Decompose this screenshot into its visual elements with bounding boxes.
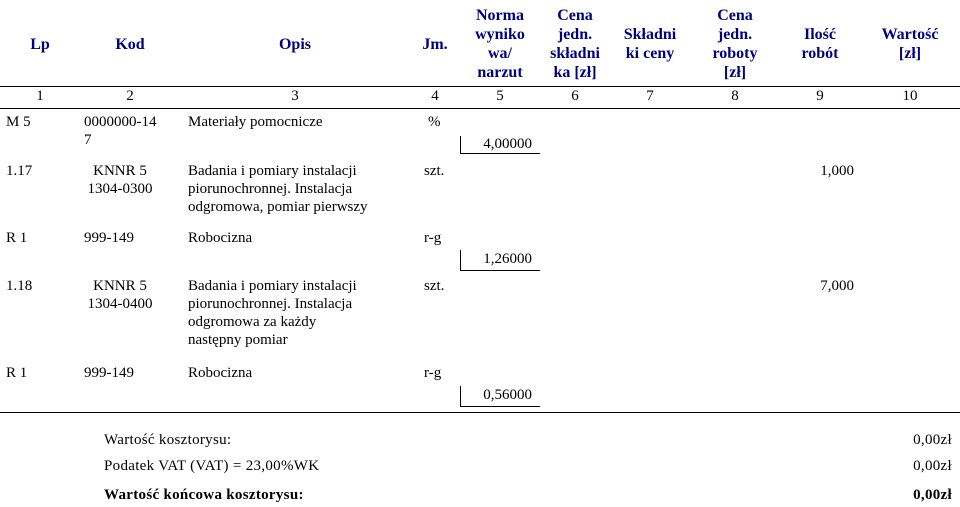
- row-jm: r-g: [424, 230, 442, 246]
- column-number: 3: [291, 88, 299, 104]
- row-jm: szt.: [424, 278, 445, 294]
- row-lp: M 5: [6, 114, 31, 130]
- column-number: 1: [36, 88, 44, 104]
- row-opis: Robocizna: [188, 230, 253, 246]
- summary-koncowa-value: 0,00zł: [913, 487, 952, 503]
- summary-koncowa-label: Wartość końcowa kosztorysu:: [104, 487, 304, 503]
- summary-vat-label: Podatek VAT (VAT) = 23,00%WK: [104, 458, 320, 474]
- numbers-divider: [0, 108, 960, 109]
- row-opis: Materiały pomocnicze: [188, 114, 323, 130]
- row-divider: [460, 406, 540, 407]
- row-divider: [460, 153, 540, 154]
- header-cena-skladnika: Cena jedn. składni ka [zł]: [550, 7, 600, 81]
- header-opis: Opis: [278, 35, 311, 53]
- row-norma: 0,56000: [483, 387, 532, 403]
- row-ilosc: 7,000: [820, 278, 854, 294]
- row-divider: [460, 386, 461, 406]
- header-jm: Jm.: [422, 35, 448, 53]
- row-kod: 0000000-14 7: [84, 114, 157, 148]
- row-divider: [460, 136, 461, 154]
- header-cena-roboty: Cena jedn. roboty [zł]: [712, 7, 758, 81]
- row-lp: R 1: [6, 365, 28, 381]
- row-norma: 1,26000: [483, 251, 532, 267]
- column-number: 9: [816, 88, 824, 104]
- row-kod: KNNR 5 1304-0400: [87, 278, 153, 312]
- table-bottom-border: [0, 412, 960, 413]
- column-number: 7: [646, 88, 654, 104]
- row-jm: r-g: [424, 365, 442, 381]
- header-wartosc: Wartość [zł]: [881, 26, 939, 62]
- row-kod: 999-149: [84, 230, 134, 246]
- row-opis: Badania i pomiary instalacji piorunochronnej. Instalacja odgromowa za każdy następny pomiar: [188, 278, 357, 348]
- row-lp: 1.18: [6, 278, 33, 294]
- header-ilosc: Ilość robót: [801, 26, 839, 62]
- row-ilosc: 1,000: [820, 163, 854, 179]
- row-opis: Robocizna: [188, 365, 253, 381]
- header-divider: [0, 86, 960, 87]
- row-lp: 1.17: [6, 163, 33, 179]
- row-divider: [460, 270, 540, 271]
- row-jm: %: [428, 114, 441, 130]
- row-lp: R 1: [6, 230, 28, 246]
- summary-wartosc-label: Wartość kosztorysu:: [104, 432, 232, 448]
- summary-wartosc-value: 0,00zł: [913, 432, 952, 448]
- column-number: 5: [496, 88, 504, 104]
- column-number: 8: [731, 88, 739, 104]
- row-jm: szt.: [424, 163, 445, 179]
- column-number: 2: [126, 88, 134, 104]
- column-number: 4: [431, 88, 439, 104]
- header-norma: Norma wyniko wa/ narzut: [475, 7, 525, 81]
- row-opis: Badania i pomiary instalacji piorunochronnej. Instalacja odgromowa, pomiar pierwszy: [188, 163, 368, 215]
- header-kod: Kod: [115, 35, 145, 53]
- summary-vat-value: 0,00zł: [913, 458, 952, 474]
- row-norma: 4,00000: [483, 136, 532, 152]
- column-number: 6: [571, 88, 579, 104]
- column-number: 10: [902, 88, 918, 104]
- row-kod: 999-149: [84, 365, 134, 381]
- row-kod: KNNR 5 1304-0300: [87, 163, 153, 197]
- header-lp: Lp: [30, 35, 50, 53]
- row-divider: [460, 250, 461, 270]
- header-skladniki: Składni ki ceny: [623, 26, 677, 62]
